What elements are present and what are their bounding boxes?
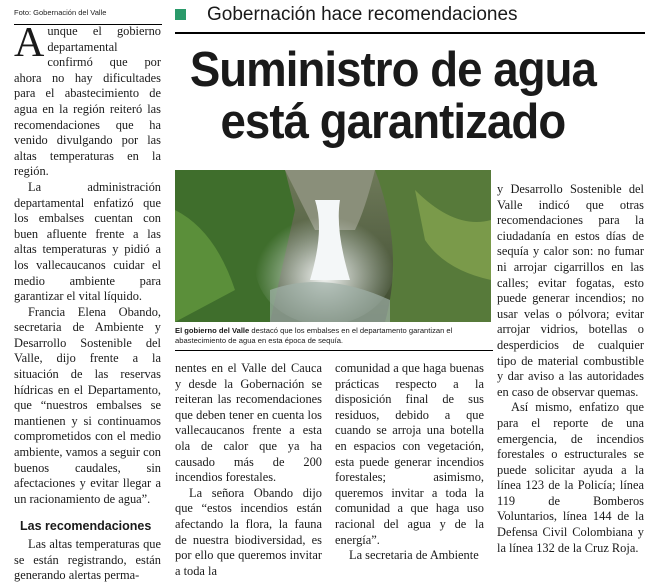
section-marker <box>175 9 186 20</box>
paragraph: La señora Obando dijo que “estos incendios están afectando la flora, la fauna de nuestra biodiversidad, es por ello que queremos invitar a toda la <box>175 485 322 578</box>
article-column-2 <box>175 361 322 579</box>
paragraph: comunidad a que haga buenas prácticas respecto a la disposición final de sus residuos, debido a que cuando se arroja una botella en espacios con vegetación, esta puede generar incendios forestales; asimismo, queremos invitar a toda la comunidad a que haga uso racional del agua y de la energía”. <box>335 361 484 547</box>
caption-rule <box>175 350 493 351</box>
paragraph: Las altas temperaturas que se están registrando, están generando alertas perma- <box>14 537 161 583</box>
drop-cap: A <box>14 20 45 66</box>
kicker: Gobernación hace recomendaciones <box>207 4 518 25</box>
paragraph: y Desarrollo Sostenible del Valle indicó que otras recomendaciones para la ciudadanía en estos días de sequía y calor son: no fumar ni arrojar cigarrillos en las calles; evitar fogatas, esto puede generar incendios; no usar velas o pólvora; evitar arrojar vidrios, botellas o desperdicios de cualquier tipo de material combustible y dar aviso a las autoridades en caso de observar quemas. <box>497 182 644 399</box>
paragraph: La administración departamental enfatizó que los embalses cuentan con buen afluente frente a las altas temperaturas y pidió a los vallecaucanos cuidar el medio ambiente para garantizar el vital líquido. <box>14 179 161 304</box>
paragraph: nentes en el Valle del Cauca y desde la Gobernación se reiteran las recomendaciones que deben tener en cuenta los vallecaucanos frente a esta ola de calor que ya ha causado más de 200 incendios forestales. <box>175 361 322 485</box>
photo-credit: Foto: Gobernación del Valle <box>14 8 107 17</box>
paragraph: La secretaria de Ambiente <box>349 548 479 563</box>
subheading: Las recomendaciones <box>20 519 152 534</box>
headline: Suministro de agua está garantizado <box>189 43 596 149</box>
paragraph: Francia Elena Obando, secretaria de Ambiente y Desarrollo Sostenible del Valle, dijo frente a la situación de las reservas hídricas en el Departamento, que “nuestros embalses se mantienen y si continuamos comprometidos con el medio ambiente, vamos a seguir con buenos caudales, sin afectaciones y evitar llegar a un racionamiento de agua”. <box>14 304 161 506</box>
waterfall-photo <box>175 170 491 322</box>
paragraph: Así mismo, enfatizo que para el reporte de una emergencia, de incendios forestales o estructurales se puede solicitar ayuda a la línea 123 de la Policía; línea 119 de Bomberos Voluntarios, línea 144 de la Defensa Civil Colombiana y la línea 132 de la Cruz Roja. <box>497 400 644 555</box>
photo-caption: El gobierno del Valle destacó que los embalses en el departamento garantizan el abastecimiento de agua en esta época de sequía. <box>175 326 453 345</box>
kicker-rule <box>175 32 645 34</box>
article-column-4 <box>497 182 644 556</box>
paragraph: Aunque el gobierno departamental confirmó que por ahora no hay dificultades para el abastecimiento de agua en la región reiteró las recomendaciones que ha venido divulgando por las altas temperaturas en la región. <box>14 20 161 179</box>
article-column-1 <box>14 20 161 584</box>
article-column-3 <box>335 361 484 564</box>
